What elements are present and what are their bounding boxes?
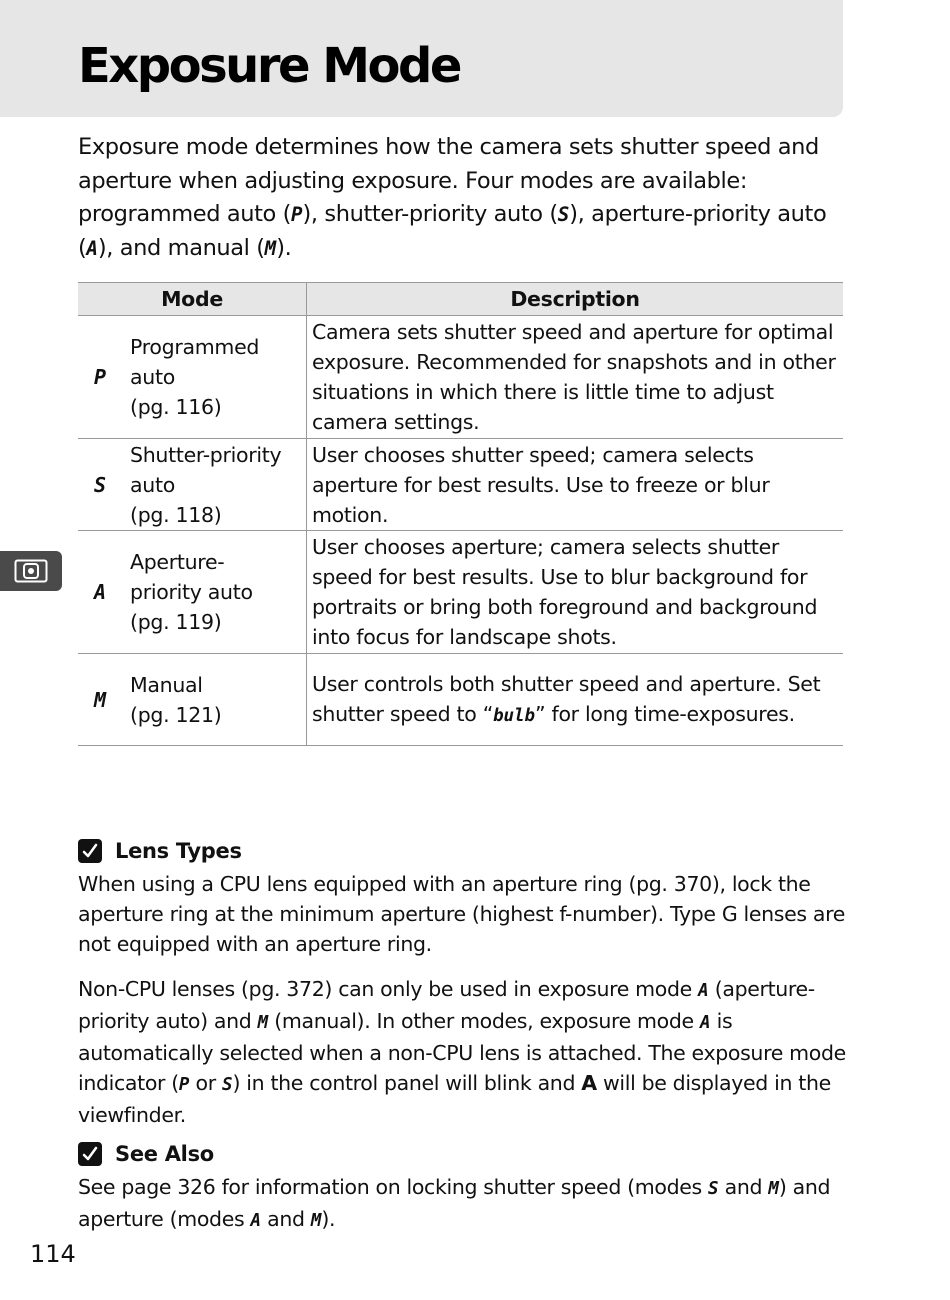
note-text: (aperture-priority auto) and	[78, 977, 815, 1033]
page-number: 114	[30, 1240, 76, 1268]
description-text: ” for long time-exposures.	[534, 701, 795, 726]
see-also-heading	[78, 1139, 214, 1169]
mode-symbol: A	[698, 981, 709, 1001]
note-text: ) in the control panel will blink and	[232, 1071, 582, 1095]
intro-text: ).	[276, 234, 292, 261]
mode-page-ref: (pg. 118)	[130, 502, 222, 527]
intro-text: ), shutter-priority auto (	[302, 201, 558, 227]
description-cell: Camera sets shutter speed and aperture for optimal exposure. Recommended for snapshots and in other situations in which there is little time to adjust camera settings.	[307, 316, 844, 439]
mode-page-ref: (pg. 116)	[130, 395, 222, 419]
mode-symbol: M	[768, 1179, 779, 1199]
table-row	[78, 316, 843, 439]
viewfinder-symbol: A	[581, 1071, 597, 1095]
mode-name-cont: priority auto	[130, 580, 253, 604]
mode-name: Shutter-priority	[130, 442, 282, 467]
intro-text: Exposure mode determines how the camera sets shutter speed and aperture when adjusting exposure. Four modes are available: programmed auto (	[78, 134, 819, 227]
description-text: User controls both shutter speed and aperture. Set shutter speed to “	[312, 671, 821, 726]
mode-letter: P	[94, 365, 106, 389]
mode-symbol: S	[222, 1075, 233, 1095]
intro-text: ), aperture-priority auto (	[78, 201, 827, 261]
description-cell: User chooses aperture; camera selects shutter speed for best results. Use to blur background for portraits or bring both foreground and background into focus for landscape shots.	[307, 531, 844, 654]
mode-letter: S	[94, 472, 106, 497]
lens-types-heading	[78, 836, 242, 866]
mode-cell	[78, 531, 307, 654]
note-text: or	[189, 1071, 222, 1095]
note-text: See page 326 for information on locking shutter speed (modes	[78, 1175, 709, 1199]
mode-page-ref: (pg. 121)	[130, 702, 222, 727]
mode-symbol: M	[257, 1013, 269, 1033]
mode-cell	[78, 439, 307, 531]
checkmark-icon	[78, 839, 102, 863]
mode-cell	[78, 316, 307, 439]
chapter-side-tab[interactable]	[0, 551, 62, 591]
see-also-paragraph	[78, 1172, 848, 1236]
exposure-mode-icon	[14, 559, 48, 583]
note-text: will be displayed in the viewfinder.	[78, 1071, 831, 1127]
note-text: (manual). In other modes, exposure mode	[268, 1009, 700, 1033]
note-text: and	[260, 1207, 311, 1231]
bulb-symbol: bulb	[493, 705, 535, 726]
mode-letter: A	[94, 580, 106, 604]
note-text: Non-CPU lenses (pg. 372) can only be used in exposure mode	[78, 977, 699, 1001]
table-row	[78, 439, 843, 531]
checkmark-icon	[78, 1142, 102, 1166]
lens-types-title: Lens Types	[115, 839, 242, 863]
mode-name: Programmed	[130, 335, 260, 359]
mode-symbol: M	[264, 236, 277, 260]
note-text: is automatically selected when a non-CPU lens is attached. The exposure mode indicator (	[78, 1009, 846, 1095]
lens-types-paragraph-1: When using a CPU lens equipped with an aperture ring (pg. 370), lock the aperture ring at the minimum aperture (highest f-number). Type G lenses are not equipped with an aperture ring.	[78, 872, 845, 956]
mode-symbol: A	[699, 1013, 711, 1033]
mode-name-cont: auto	[130, 472, 175, 497]
intro-text: ), and manual (	[97, 234, 265, 261]
exposure-modes-table	[78, 282, 843, 746]
description-cell	[307, 654, 844, 746]
mode-letter: M	[94, 687, 106, 712]
mode-symbol: S	[557, 203, 570, 226]
description-cell: User chooses shutter speed; camera selects aperture for best results. Use to freeze or blur motion.	[307, 439, 844, 531]
table-header-row	[78, 283, 843, 316]
mode-symbol: P	[291, 203, 303, 226]
note-text: and	[718, 1175, 769, 1199]
page-title: Exposure Mode	[78, 38, 460, 94]
mode-column-header: Mode	[78, 283, 307, 316]
note-text: ).	[321, 1207, 336, 1231]
mode-symbol: P	[178, 1075, 190, 1095]
mode-name: Aperture-	[130, 550, 225, 574]
mode-symbol: M	[310, 1211, 322, 1231]
note-text: ) and aperture (modes	[78, 1175, 831, 1231]
lens-types-paragraph-2	[78, 974, 848, 1130]
table-row	[78, 654, 843, 746]
mode-symbol: A	[250, 1211, 261, 1231]
mode-symbol: A	[86, 236, 98, 260]
see-also-title: See Also	[115, 1142, 214, 1166]
mode-symbol: S	[708, 1179, 719, 1199]
intro-paragraph	[78, 131, 843, 265]
mode-cell	[78, 654, 307, 746]
table-row	[78, 531, 843, 654]
description-column-header: Description	[307, 283, 844, 316]
mode-name: Manual	[130, 672, 203, 697]
mode-page-ref: (pg. 119)	[130, 610, 222, 634]
mode-name-cont: auto	[130, 365, 175, 389]
